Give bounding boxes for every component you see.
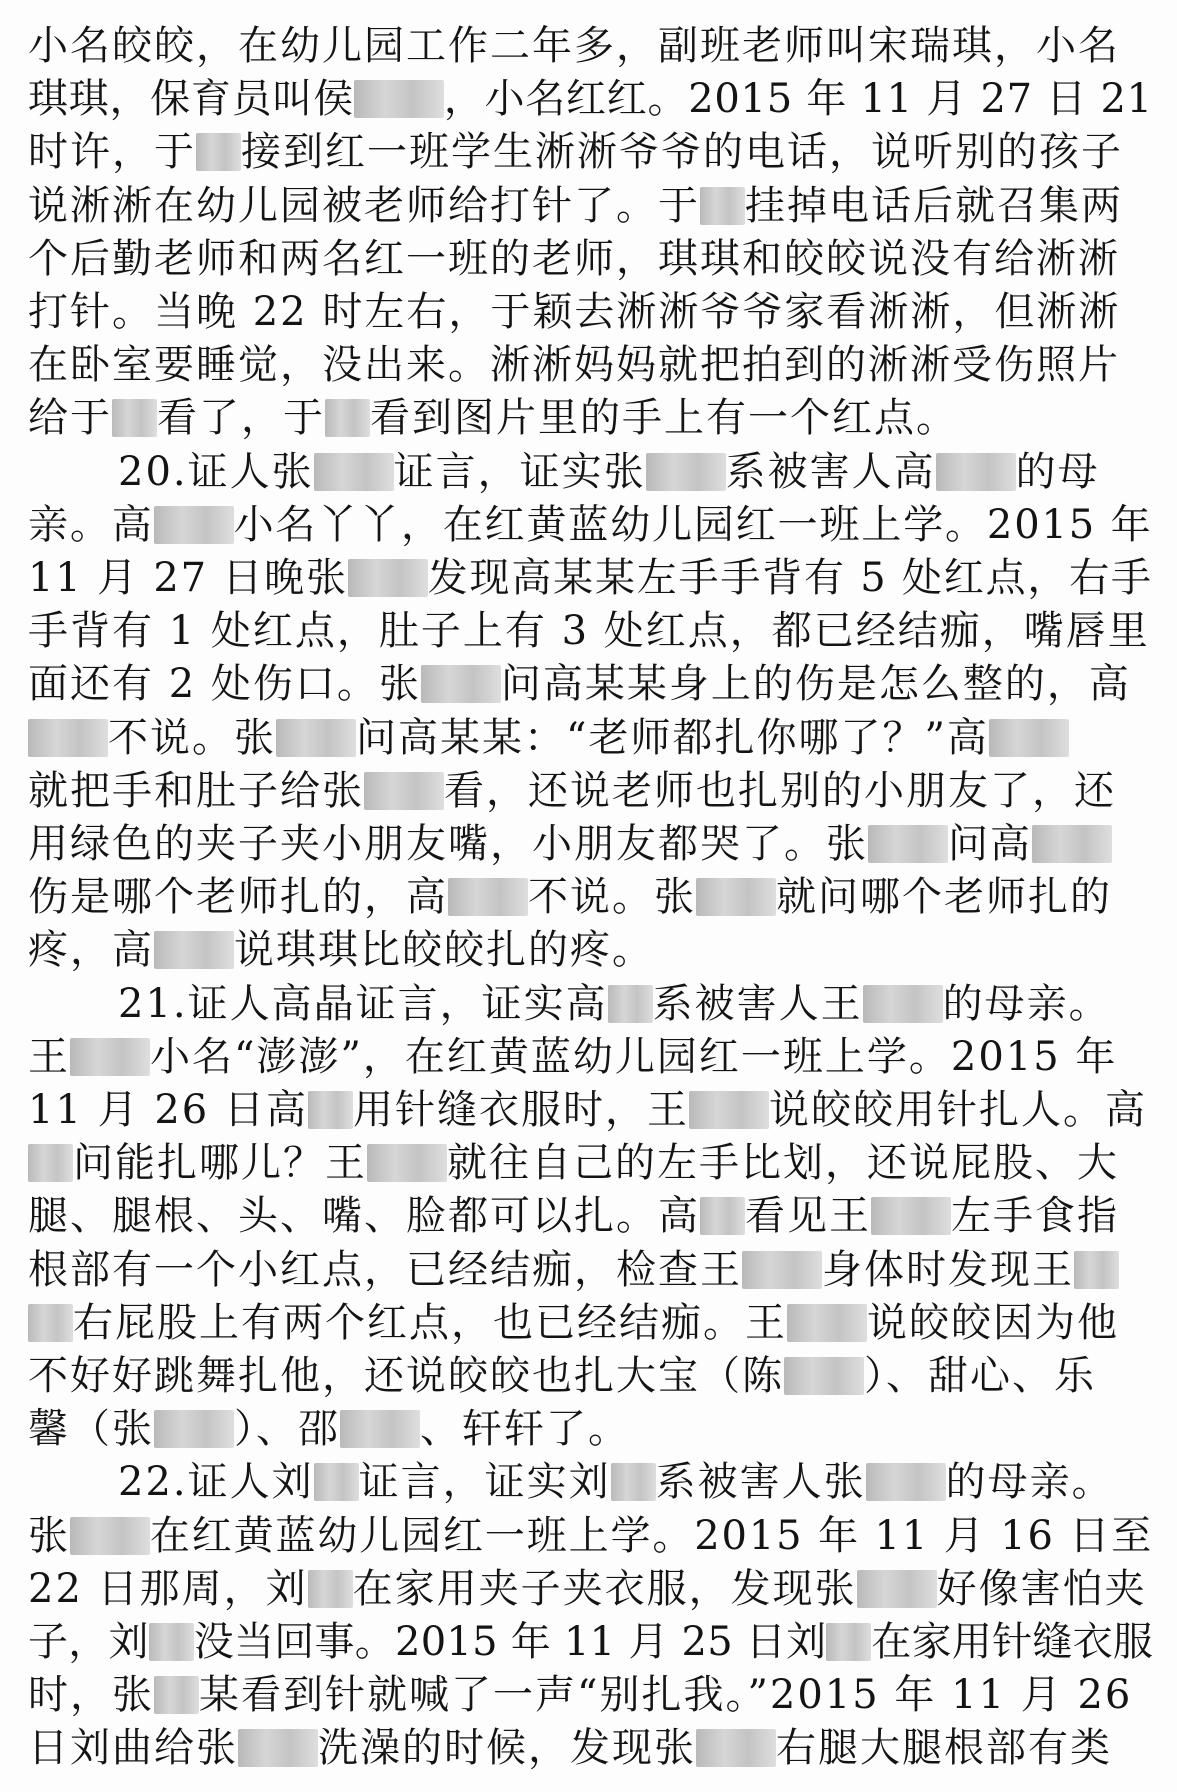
redaction-blur bbox=[314, 453, 394, 491]
document-line bbox=[28, 816, 1153, 872]
line-text: 好像害怕夹 bbox=[936, 1565, 1147, 1612]
redaction-blur bbox=[611, 1463, 656, 1501]
redaction-blur bbox=[700, 187, 745, 225]
redaction-blur bbox=[367, 1144, 447, 1182]
redaction-blur bbox=[696, 878, 776, 916]
line-text: 没当回事。2015 年 11 月 25 日刘 bbox=[193, 1619, 827, 1665]
document-line bbox=[28, 1667, 1153, 1723]
line-text: 接到红一班学生淅淅爷爷的电话，说听别的孩子 bbox=[241, 129, 1123, 176]
line-text: 证言，证实张 bbox=[393, 448, 646, 495]
line-text: 打针。当晚 22 时左右，于颖去淅淅爷爷家看淅淅，但淅淅 bbox=[28, 289, 1121, 335]
line-text: 不好好跳舞扎他，还说皎皎也扎大宝（陈 bbox=[28, 1353, 784, 1399]
line-text: 根部有一个小红点，已经结痂，检查王 bbox=[28, 1246, 742, 1293]
document-line bbox=[28, 124, 1153, 180]
line-text: 就问哪个老师扎的 bbox=[776, 874, 1112, 921]
redaction-blur bbox=[154, 1410, 234, 1448]
redaction-blur bbox=[154, 506, 234, 544]
line-text: 在家用针缝衣服 bbox=[871, 1619, 1154, 1665]
document-line bbox=[28, 1029, 1153, 1085]
line-text: 看了，于 bbox=[157, 395, 325, 442]
redaction-blur bbox=[936, 453, 1016, 491]
redaction-blur bbox=[1032, 825, 1112, 863]
document-line bbox=[118, 1454, 1153, 1510]
document-line bbox=[28, 178, 1153, 234]
line-text: 小名丫丫，在红黄蓝幼儿园红一班上学。2015 年 bbox=[233, 501, 1153, 548]
document-line bbox=[28, 497, 1153, 553]
line-text: ）、甜心、乐 bbox=[864, 1353, 1096, 1399]
redaction-blur bbox=[989, 719, 1069, 757]
redaction-blur bbox=[742, 1251, 822, 1289]
redaction-blur bbox=[689, 1091, 769, 1129]
redaction-blur bbox=[325, 399, 370, 437]
document-line bbox=[28, 603, 1153, 659]
redaction-blur bbox=[112, 399, 157, 437]
line-text: 说皎皎因为他 bbox=[867, 1299, 1119, 1346]
line-text: 的母亲。 bbox=[945, 1459, 1114, 1506]
redaction-blur bbox=[308, 1091, 353, 1129]
redaction-blur bbox=[28, 719, 108, 757]
document-line bbox=[28, 1401, 1153, 1457]
line-text: 就往自己的左手比划，还说屁股、大 bbox=[447, 1140, 1119, 1187]
document-line bbox=[28, 656, 1153, 712]
line-text: 、轩轩了。 bbox=[420, 1406, 630, 1453]
document-line bbox=[118, 976, 1153, 1032]
document-line bbox=[28, 1295, 1153, 1351]
redaction-blur bbox=[354, 80, 444, 118]
line-text: 挂掉电话后就召集两 bbox=[745, 182, 1123, 229]
redaction-blur bbox=[696, 1729, 776, 1767]
redaction-blur bbox=[28, 1144, 73, 1182]
document-line bbox=[28, 869, 1153, 925]
line-text: 问能扎哪儿？王 bbox=[73, 1140, 367, 1187]
redaction-blur bbox=[238, 1729, 318, 1767]
redaction-blur bbox=[871, 1197, 951, 1235]
document-line bbox=[28, 1348, 1153, 1404]
line-text: 洗澡的时候，发现张 bbox=[318, 1725, 696, 1772]
redaction-blur bbox=[314, 1463, 359, 1501]
line-text: 手背有 1 处红点，肚子上有 3 处红点，都已经结痂，嘴唇里 bbox=[28, 608, 1150, 655]
redaction-blur bbox=[646, 453, 726, 491]
document-line bbox=[28, 1135, 1153, 1191]
line-text: 右屁股上有两个红点，也已经结痂。王 bbox=[73, 1299, 787, 1346]
line-text: 左手食指 bbox=[951, 1193, 1119, 1240]
document-line bbox=[28, 763, 1153, 819]
line-text: 馨（张 bbox=[28, 1406, 154, 1453]
document-line bbox=[28, 710, 1153, 766]
document-line bbox=[28, 1242, 1153, 1298]
redaction-blur bbox=[70, 1517, 150, 1555]
redaction-blur bbox=[196, 133, 241, 171]
line-text: 时许，于 bbox=[28, 129, 196, 176]
document-line bbox=[28, 337, 1153, 393]
document-line bbox=[28, 1082, 1153, 1138]
document-line bbox=[28, 1561, 1153, 1617]
redaction-blur bbox=[348, 559, 428, 597]
redaction-blur bbox=[863, 985, 943, 1023]
line-text: 子，刘 bbox=[28, 1619, 149, 1665]
document-line bbox=[28, 1614, 1153, 1670]
line-text: 王 bbox=[28, 1033, 70, 1080]
redaction-blur bbox=[421, 665, 501, 703]
redaction-blur bbox=[149, 1623, 194, 1661]
redaction-blur bbox=[154, 931, 234, 969]
line-text: 日刘曲给张 bbox=[28, 1725, 238, 1772]
redaction-blur bbox=[784, 1357, 864, 1395]
redaction-blur bbox=[857, 1570, 937, 1608]
document-line bbox=[28, 71, 1153, 127]
line-text: 22 日那周，刘 bbox=[28, 1565, 308, 1612]
line-text: 说淅淅在幼儿园被老师给打针了。于 bbox=[28, 182, 700, 229]
line-text: 21.证人高晶证言，证实高 bbox=[118, 980, 608, 1027]
line-text: 问高某某：“老师都扎你哪了？”高 bbox=[356, 714, 989, 761]
line-text: 问高 bbox=[948, 821, 1032, 867]
line-text: 问高某某身上的伤是怎么整的，高 bbox=[500, 661, 1131, 708]
redaction-blur bbox=[70, 1038, 150, 1076]
line-text: 11 月 26 日高 bbox=[28, 1087, 308, 1133]
line-text: 小名皎皎，在幼儿园工作二年多，副班老师叫宋瑞琪，小名 bbox=[28, 23, 1120, 69]
line-text: 时，张 bbox=[28, 1672, 154, 1719]
line-text: 琪琪，保育员叫侯 bbox=[28, 76, 354, 123]
line-text: 在红黄蓝幼儿园红一班上学。2015 年 11 月 16 日至 bbox=[149, 1512, 1154, 1559]
redaction-blur bbox=[608, 985, 653, 1023]
document-line bbox=[28, 550, 1153, 606]
line-text: 就把手和肚子给张 bbox=[28, 767, 364, 814]
line-text: 的母亲。 bbox=[942, 980, 1111, 1027]
line-text: 右腿大腿根部有类 bbox=[776, 1725, 1112, 1772]
line-text: 给于 bbox=[28, 395, 112, 442]
line-text: ，小名红红。2015 年 11 月 27 日 21 bbox=[443, 76, 1153, 123]
redaction-blur bbox=[28, 1304, 73, 1342]
line-text: 看到图片里的手上有一个红点。 bbox=[370, 395, 958, 442]
document-line bbox=[118, 444, 1153, 500]
document-line bbox=[28, 922, 1153, 978]
document-line bbox=[28, 1188, 1153, 1244]
line-text: 看见王 bbox=[745, 1193, 871, 1240]
document-line bbox=[28, 390, 1153, 446]
line-text: 不说。张 bbox=[528, 874, 696, 921]
line-text: 腿、腿根、头、嘴、脸都可以扎。高 bbox=[28, 1193, 700, 1240]
redaction-blur bbox=[868, 825, 948, 863]
line-text: 伤是哪个老师扎的，高 bbox=[28, 874, 448, 921]
line-text: 用绿色的夹子夹小朋友嘴，小朋友都哭了。张 bbox=[28, 821, 868, 867]
line-text: 11 月 27 日晚张 bbox=[28, 555, 348, 601]
line-text: 某看到针就喊了一声“别扎我。”2015 年 11 月 26 bbox=[199, 1672, 1133, 1719]
redaction-blur bbox=[700, 1197, 745, 1235]
line-text: 的母 bbox=[1015, 448, 1100, 495]
line-text: 系被害人高 bbox=[725, 448, 936, 495]
line-text: 看，还说老师也扎别的小朋友了，还 bbox=[444, 767, 1116, 814]
line-text: 说琪琪比皎皎扎的疼。 bbox=[234, 927, 654, 974]
redaction-blur bbox=[448, 878, 528, 916]
redaction-blur bbox=[154, 1676, 199, 1714]
line-text: 系被害人张 bbox=[655, 1459, 866, 1506]
line-text: ）、邵 bbox=[234, 1406, 340, 1453]
line-text: 在卧室要睡觉，没出来。淅淅妈妈就把拍到的淅淅受伤照片 bbox=[28, 342, 1120, 389]
redaction-blur bbox=[364, 772, 444, 810]
line-text: 亲。高 bbox=[28, 501, 154, 548]
line-text: 用针缝衣服时，王 bbox=[352, 1087, 689, 1133]
line-text: 22.证人刘 bbox=[118, 1459, 314, 1506]
line-text: 个后勤老师和两名红一班的老师，琪琪和皎皎说没有给淅淅 bbox=[28, 235, 1120, 282]
redaction-blur bbox=[340, 1410, 420, 1448]
redaction-blur bbox=[826, 1623, 871, 1661]
line-text: 疼，高 bbox=[28, 927, 154, 974]
document-line bbox=[28, 18, 1153, 74]
line-text: 20.证人张 bbox=[118, 448, 314, 495]
line-text: 身体时发现王 bbox=[822, 1246, 1074, 1293]
redaction-blur bbox=[1074, 1251, 1119, 1289]
line-text: 面还有 2 处伤口。张 bbox=[28, 661, 421, 708]
line-text: 发现高某某左手手背有 5 处红点，右手 bbox=[427, 555, 1153, 601]
document-line bbox=[28, 231, 1153, 287]
line-text: 小名“澎澎”，在红黄蓝幼儿园红一班上学。2015 年 bbox=[150, 1033, 1118, 1080]
document-line bbox=[28, 284, 1153, 340]
redaction-blur bbox=[866, 1463, 946, 1501]
line-text: 张 bbox=[28, 1512, 70, 1559]
line-text: 不说。张 bbox=[108, 714, 276, 761]
redaction-blur bbox=[308, 1570, 353, 1608]
redaction-blur bbox=[276, 719, 356, 757]
document-line bbox=[28, 1508, 1153, 1564]
line-text: 系被害人王 bbox=[652, 980, 863, 1027]
line-text: 在家用夹子夹衣服，发现张 bbox=[352, 1565, 857, 1612]
document-line bbox=[28, 1720, 1153, 1776]
line-text: 证言，证实刘 bbox=[358, 1459, 611, 1506]
redaction-blur bbox=[787, 1304, 867, 1342]
line-text: 说皎皎用针扎人。高 bbox=[768, 1087, 1147, 1133]
